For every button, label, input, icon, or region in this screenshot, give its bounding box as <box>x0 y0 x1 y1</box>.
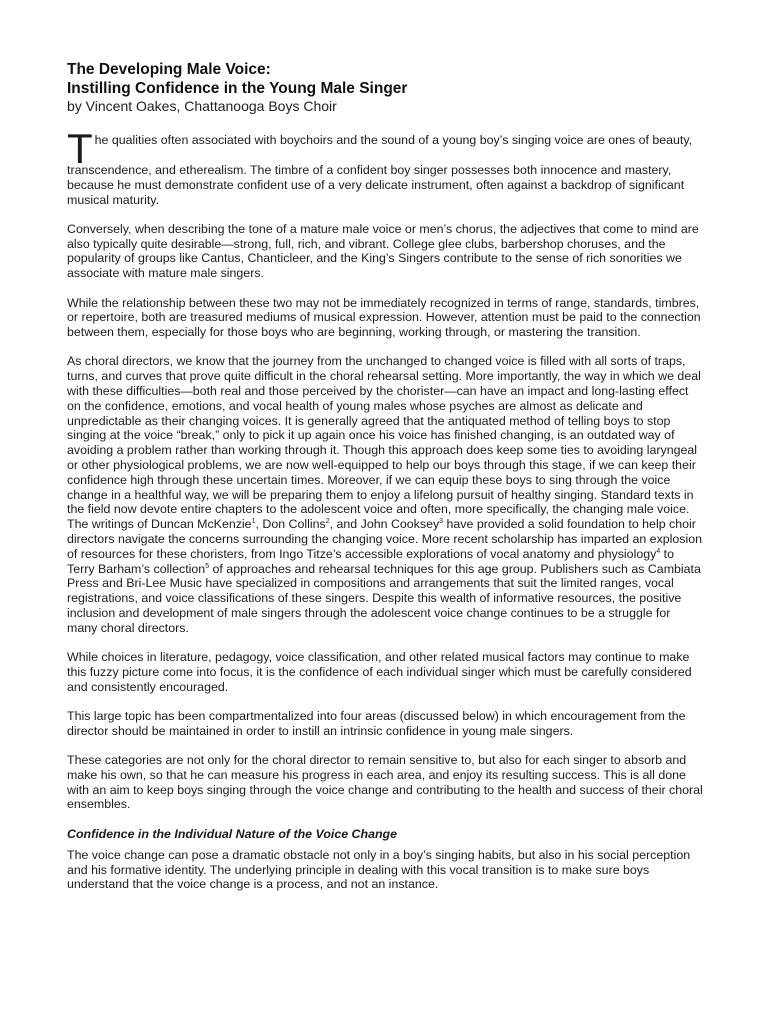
footnote-ref-5: 5 <box>205 562 210 570</box>
paragraph-4-text-d: have provided a solid foundation to help choir directors navigate the concerns surrounding the changing voice. More recent scholarship has imparted an explosion of resources for these choristers, from Ingo Titze’s accessible explorations of vocal anatomy and physiology <box>67 517 703 561</box>
document-page <box>67 60 703 907</box>
footnote-ref-3: 3 <box>439 518 444 526</box>
paragraph-4-text-f: of approaches and rehearsal techniques for this age group. Publishers such as Cambiata Press and Bri-Lee Music have specialized in compositions and arrangements that suit the limited ranges, vocal registrations, and voice classifications of these singers. Despite this wealth of informative resources, the positive inclusion and development of male singers through the adolescent voice change continues to be a struggle for many choral directors. <box>67 561 701 635</box>
title-line-2: Instilling Confidence in the Young Male Singer <box>67 80 408 97</box>
paragraph-6: This large topic has been compartmentalized into four areas (discussed below) in which encouragement from the director should be maintained in order to instill an intrinsic confidence in young male singers. <box>67 709 686 738</box>
title-line-1: The Developing Male Voice: <box>67 61 271 78</box>
footnote-ref-2: 2 <box>325 518 330 526</box>
paragraph-4 <box>67 354 703 635</box>
paragraph-3: While the relationship between these two may not be immediately recognized in terms of range, standards, timbres, or repertoire, both are treasured mediums of musical expression. However, attention must be paid to the connection between them, especially for those boys who are beginning, working through, or mastering the transition. <box>67 295 701 340</box>
paragraph-4-text-c: , and John Cooksey <box>329 517 440 532</box>
paragraph-4-text-b: , Don Collins <box>255 517 326 532</box>
paragraph-5: While choices in literature, pedagogy, voice classification, and other related musical factors may continue to make this fuzzy picture come into focus, it is the confidence of each individual singer which must be carefully considered and consistently encouraged. <box>67 650 692 694</box>
paragraph-1 <box>67 125 703 207</box>
drop-cap: T <box>67 125 93 172</box>
paragraph-2: Conversely, when describing the tone of a mature male voice or men’s chorus, the adjectives that come to mind are also typically quite desirable—strong, full, rich, and vibrant. College glee clubs, barbershop choruses, and the popularity of groups like Cantus, Chanticleer, and the King’s Singers contribute to the sense of rich sonorities we associate with mature male singers. <box>67 221 699 281</box>
paragraph-8: The voice change can pose a dramatic obstacle not only in a boy’s singing habits, but also in his social perception and his formative identity. The underlying principle in dealing with this vocal transition is to make sure boys understand that the voice change is a process, and not an instance. <box>67 847 691 892</box>
footnote-ref-4: 4 <box>656 547 661 555</box>
byline: by Vincent Oakes, Chattanooga Boys Choir <box>67 98 337 114</box>
paragraph-4-text-a: As choral directors, we know that the journey from the unchanged to changed voice is filled with all sorts of traps, turns, and curves that prove quite difficult in the choral rehearsal setting. More importantly, the way in which we deal with these difficulties—both real and those perceived by the chorister—can have an impact and long-lasting effect on the confidence, emotions, and vocal health of young males whose psyches are almost as delicate and unpredictable as their changing voices. It is generally agreed that the antiquated method of telling boys to stop singing at the voice “break,” only to pick it up again once his voice has finished changing, is an outdated way of avoiding a problem rather than working through it. Though this approach does keep some ties to avoiding laryngeal or other physiological problems, we are now well-equipped to help our boys through this stage, if we can keep their confidence high through these uncertain times. Moreover, if we can equip these boys to sing through the voice change in a healthful way, we will be preparing them to enjoy a lifelong pursuit of healthy singing. Standard texts in the field now devote entire chapters to the adolescent voice and often, more specifically, the changing male voice. The writings of Duncan McKenzie <box>67 354 701 532</box>
paragraph-1-text: he qualities often associated with boychoirs and the sound of a young boy’s singing voice are ones of beauty, transcendence, and etherealism. The timbre of a confident boy singer possesses both innocence and mastery, because he must demonstrate confident use of a very delicate instrument, often against a backdrop of significant musical maturity. <box>67 133 693 207</box>
paragraph-4-text-e: to Terry Barham’s collection <box>67 546 674 576</box>
section-heading: Confidence in the Individual Nature of the Voice Change <box>67 826 397 841</box>
paragraph-7: These categories are not only for the choral director to remain sensitive to, but also for each singer to absorb and make his own, so that he can measure his progress in each area, and enjoy its resulting success. This is all done with an aim to keep boys singing through the voice change and contributing to the health and success of their choral ensembles. <box>67 753 703 812</box>
footnote-ref-1: 1 <box>251 518 256 526</box>
